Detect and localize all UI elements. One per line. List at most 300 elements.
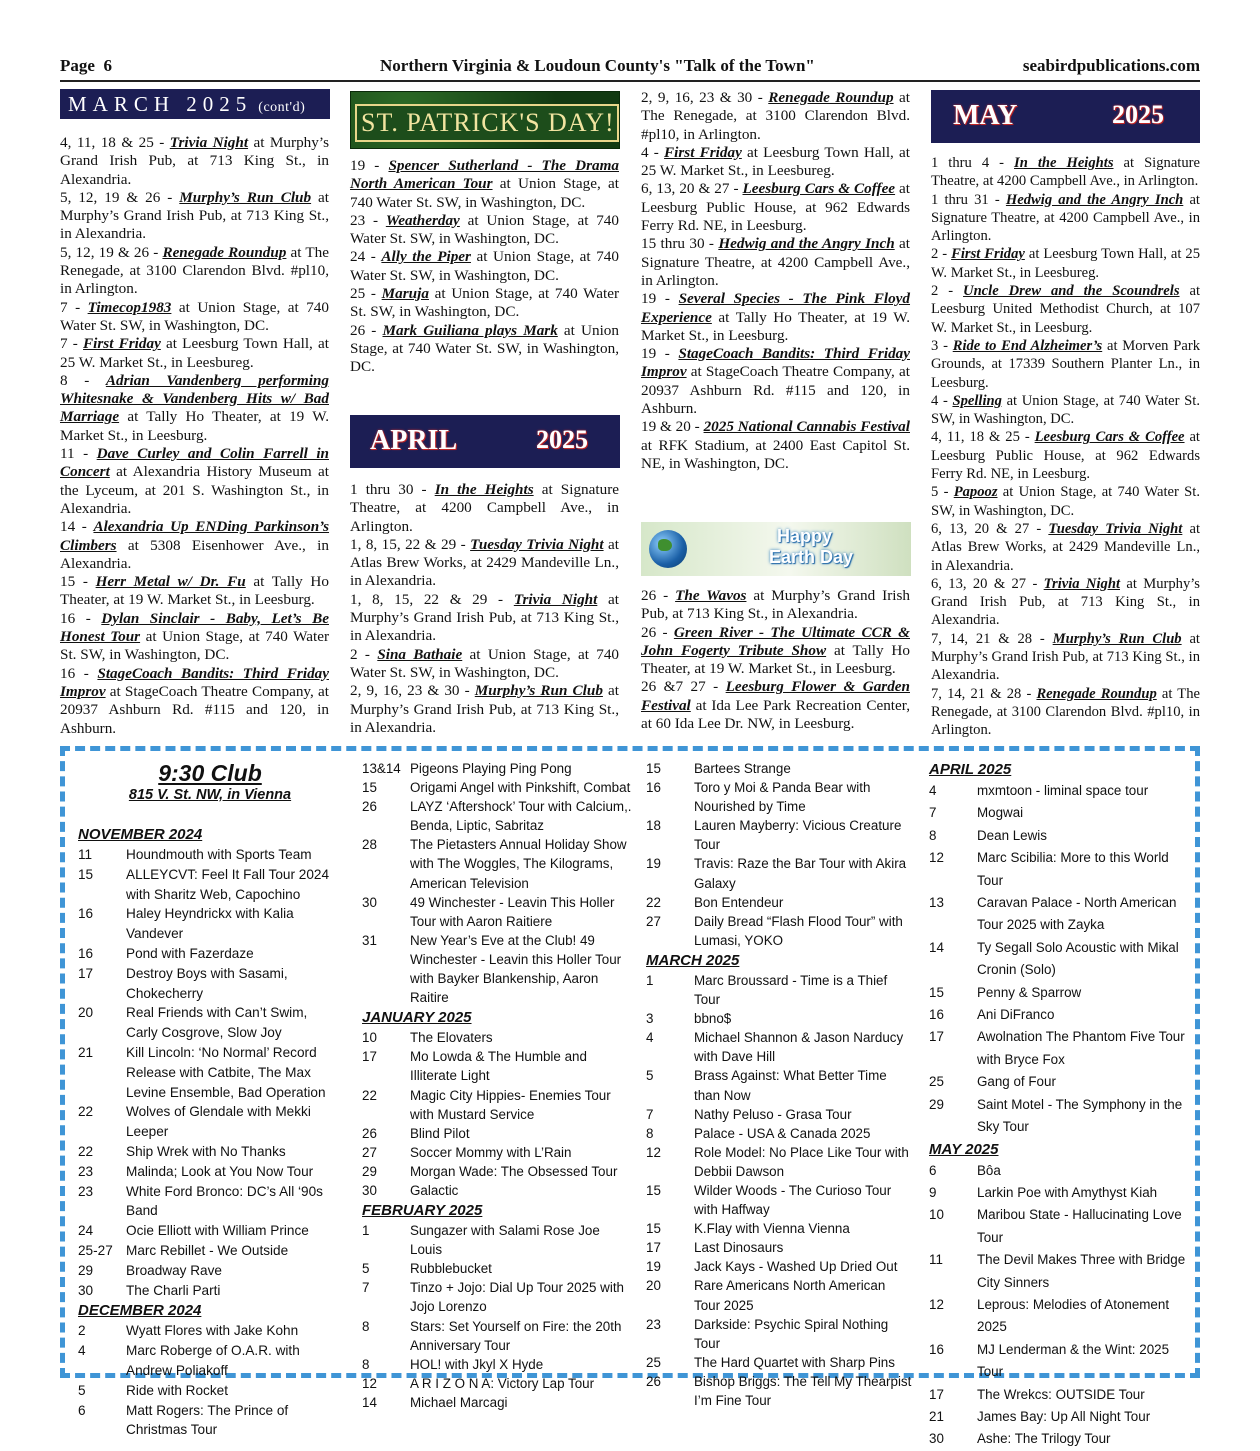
show-name: Marc Broussard - Time is a Thief Tour bbox=[694, 972, 888, 1008]
show-date: 16 bbox=[929, 1007, 944, 1023]
show-row bbox=[78, 1381, 342, 1401]
event-listing bbox=[60, 244, 329, 299]
show-name: MJ Lenderman & the Wint: 2025 Tour bbox=[977, 1341, 1170, 1380]
event-venue: at Signature Theatre, at 4200 Campbell Ave., in Arlington. bbox=[641, 235, 911, 289]
show-date: 14 bbox=[929, 939, 944, 955]
show-date: 21 bbox=[78, 1044, 94, 1060]
show-name: Origami Angel with Pinkshift, Combat bbox=[410, 780, 631, 796]
show-date: 24 bbox=[78, 1223, 94, 1239]
event-venue: at StageCoach Theatre Company, at 20937 Ashburn Rd. #115 and 120, in Ashburn. bbox=[641, 363, 910, 418]
show-name: Bartees Strange bbox=[694, 761, 791, 776]
event-listing bbox=[60, 134, 329, 189]
show-date: 15 bbox=[646, 1182, 661, 1198]
show-name: Pigeons Playing Ping Pong bbox=[410, 761, 572, 776]
show-name: 49 Winchester - Leavin This Holler Tour with Aaron Raitiere bbox=[410, 894, 615, 929]
show-date: 29 bbox=[362, 1163, 377, 1179]
club-column-2 bbox=[362, 759, 632, 1412]
event-venue: at Union Stage, at 740 Water St. SW, in Washington, DC. bbox=[60, 628, 329, 664]
event-date: 2 - bbox=[931, 246, 952, 263]
event-name-link[interactable]: Weatherday bbox=[385, 211, 460, 229]
show-row bbox=[646, 1315, 914, 1353]
event-date: 19 & 20 - bbox=[641, 418, 704, 436]
month-heading: NOVEMBER 2024 bbox=[78, 826, 203, 843]
event-date: 7 - bbox=[60, 298, 88, 316]
event-name-link[interactable]: Spencer Sutherland - The Drama North American Tour bbox=[350, 157, 619, 193]
event-listing bbox=[641, 180, 910, 235]
show-date: 30 bbox=[362, 1182, 377, 1198]
event-name-link[interactable]: The Wavos bbox=[675, 587, 747, 604]
show-date: 6 bbox=[929, 1162, 937, 1178]
show-row bbox=[929, 847, 1197, 892]
event-name-link[interactable]: Murphy’s Run Club bbox=[179, 188, 312, 206]
show-date: 23 bbox=[646, 1316, 661, 1332]
club-column-4 bbox=[929, 759, 1197, 1451]
show-row bbox=[362, 1086, 632, 1124]
event-listing bbox=[60, 299, 329, 336]
event-venue: at Signature Theatre, at 4200 Campbell Ave., in Arlington. bbox=[931, 191, 1200, 245]
show-date: 22 bbox=[362, 1087, 377, 1103]
column-march bbox=[60, 134, 329, 738]
event-listing bbox=[350, 481, 619, 536]
show-name: HOL! with Jkyl X Hyde bbox=[410, 1356, 544, 1372]
event-name-link[interactable]: Maruja bbox=[381, 285, 429, 303]
show-row bbox=[78, 1321, 342, 1341]
show-name: mxmtoon - liminal space tour bbox=[977, 783, 1149, 798]
show-row bbox=[362, 1221, 632, 1259]
show-name: Bôa bbox=[977, 1162, 1001, 1178]
event-venue: at Tally Ho Theater, at 19 W. Market St., in Leesburg. bbox=[60, 573, 329, 609]
event-name-link[interactable]: Tuesday Trivia Night bbox=[470, 535, 604, 553]
show-date: 19 bbox=[646, 856, 661, 872]
event-listing bbox=[60, 665, 329, 738]
event-date: 1, 8, 15, 22 & 29 - bbox=[350, 590, 514, 608]
show-row bbox=[646, 816, 914, 854]
show-name: Brass Against: What Better Time than Now bbox=[694, 1068, 887, 1103]
show-date: 7 bbox=[929, 805, 937, 821]
show-name: The Devil Makes Three with Bridge City Sinners bbox=[977, 1252, 1186, 1290]
event-venue: at The Renegade, at 3100 Clarendon Blvd. #pl10, in Arlington. bbox=[931, 685, 1200, 739]
show-row bbox=[646, 1028, 914, 1066]
event-listing bbox=[60, 335, 329, 372]
show-row bbox=[929, 802, 1197, 824]
event-listing bbox=[931, 520, 1200, 575]
show-date: 27 bbox=[646, 913, 661, 929]
show-date: 30 bbox=[78, 1282, 94, 1298]
event-date: 7, 14, 21 & 28 - bbox=[931, 685, 1037, 702]
show-row bbox=[362, 797, 632, 835]
show-date: 16 bbox=[646, 780, 661, 796]
show-name: Ocie Elliott with William Prince bbox=[126, 1223, 309, 1239]
show-row bbox=[362, 1374, 632, 1393]
event-listing bbox=[641, 290, 910, 345]
event-venue: at Leesburg Public House, at 962 Edwards Ferry Rd. NE, in Leesburg. bbox=[641, 180, 911, 235]
show-name: Tinzo + Jojo: Dial Up Tour 2025 with Jojo Lorenzo bbox=[410, 1280, 624, 1315]
show-name: Haley Heyndrickx with Kalia Vandever bbox=[126, 906, 294, 942]
event-listing bbox=[350, 682, 619, 737]
show-row bbox=[78, 1043, 342, 1102]
show-name: Bon Entendeur bbox=[694, 894, 784, 910]
show-row bbox=[362, 1028, 632, 1047]
event-name-link[interactable]: 2025 National Cannabis Festival bbox=[703, 418, 910, 436]
show-name: Last Dinosaurs bbox=[694, 1240, 784, 1256]
show-date: 15 bbox=[929, 984, 944, 1000]
show-name: Leprous: Melodies of Atonement 2025 bbox=[977, 1296, 1170, 1335]
event-name-link[interactable]: Leesburg Cars & Coffee bbox=[1034, 429, 1185, 446]
show-name: Palace - USA & Canada 2025 bbox=[694, 1125, 871, 1141]
event-name-link[interactable]: Several Species - The Pink Floyd Experience bbox=[641, 290, 911, 326]
event-name-link[interactable]: Trivia Night bbox=[513, 590, 598, 608]
site-link[interactable]: seabirdpublications.com bbox=[1022, 56, 1200, 75]
event-name-link[interactable]: In the Heights bbox=[1014, 155, 1114, 171]
show-name: Gang of Four bbox=[977, 1074, 1056, 1090]
show-name: Wyatt Flores with Jake Kohn bbox=[126, 1323, 299, 1339]
event-date: 4 - bbox=[641, 143, 665, 161]
show-row bbox=[78, 904, 342, 944]
show-date: 21 bbox=[929, 1408, 944, 1424]
show-name: Bishop Briggs: The Tell My Thearpist I’m Fine Tour bbox=[694, 1373, 912, 1408]
show-name: bbno$ bbox=[694, 1011, 732, 1027]
show-name: Larkin Poe with Amythyst Kiah bbox=[977, 1184, 1158, 1200]
show-name: Destroy Boys with Sasami, Chokecherry bbox=[126, 965, 288, 1001]
event-venue: at Morven Park Grounds, at 17339 Southern Planter Ln., in Leesburg. bbox=[931, 337, 1200, 391]
show-row bbox=[78, 1241, 342, 1261]
event-name-link[interactable]: Alexandria Up ENDing Parkinson’s Climbers bbox=[60, 518, 330, 554]
event-name-link[interactable]: Dave Curley and Colin Farrell in Concert bbox=[60, 445, 329, 481]
show-date: 17 bbox=[929, 1386, 944, 1402]
show-name: LAYZ ‘Aftershock’ Tour with Calcium,. Benda, Liptic, Sabritaz bbox=[410, 799, 632, 834]
show-row bbox=[362, 759, 632, 778]
event-date: 14 - bbox=[60, 518, 94, 536]
event-date: 6, 13, 20 & 27 - bbox=[931, 520, 1049, 537]
show-row bbox=[78, 1182, 342, 1222]
event-date: 2, 9, 16, 23 & 30 - bbox=[350, 682, 475, 700]
show-name: Magic City Hippies- Enemies Tour with Mustard Service bbox=[410, 1087, 611, 1122]
show-date: 18 bbox=[646, 818, 661, 834]
header-rule bbox=[60, 80, 1200, 82]
show-row bbox=[646, 1009, 914, 1028]
show-row bbox=[78, 944, 342, 964]
show-name: Pond with Fazerdaze bbox=[126, 945, 254, 961]
event-venue: at Union Stage, at 740 Water St. SW, in Washington, DC. bbox=[350, 248, 619, 284]
show-row bbox=[78, 1102, 342, 1142]
event-listing bbox=[350, 591, 619, 646]
show-row bbox=[78, 845, 342, 865]
show-row bbox=[362, 1259, 632, 1278]
show-row bbox=[646, 1238, 914, 1257]
show-date: 12 bbox=[929, 850, 944, 866]
event-date: 15 - bbox=[60, 573, 96, 591]
may-banner: MAY 2025 bbox=[931, 90, 1200, 143]
show-date: 13&14 bbox=[362, 761, 401, 776]
show-row bbox=[646, 1181, 914, 1219]
event-listing bbox=[350, 212, 619, 249]
event-name-link[interactable]: Hedwig and the Angry Inch bbox=[718, 235, 895, 253]
event-name-link[interactable]: Tuesday Trivia Night bbox=[1048, 520, 1183, 537]
event-listing bbox=[350, 157, 619, 212]
show-name: The Wrekcs: OUTSIDE Tour bbox=[977, 1386, 1145, 1402]
event-listing bbox=[931, 483, 1200, 520]
month-heading: MAY 2025 bbox=[929, 1140, 999, 1158]
event-name-link[interactable]: Papooz bbox=[953, 484, 998, 501]
show-date: 6 bbox=[78, 1402, 86, 1418]
show-name: Michael Shannon & Jason Narducy with Dave Hill bbox=[694, 1030, 904, 1065]
show-date: 22 bbox=[646, 894, 661, 910]
show-row bbox=[78, 1142, 342, 1162]
show-date: 14 bbox=[362, 1394, 377, 1410]
event-listing bbox=[931, 154, 1200, 191]
event-name-link[interactable]: Murphy’s Run Club bbox=[1052, 630, 1182, 647]
show-date: 8 bbox=[362, 1356, 370, 1372]
show-row bbox=[929, 892, 1197, 937]
event-listing bbox=[350, 248, 619, 285]
show-row bbox=[646, 1276, 914, 1314]
event-name-link[interactable]: Dylan Sinclair - Baby, Let’s Be Honest Tour bbox=[60, 609, 329, 646]
event-venue: at Union Stage, at 740 Water St. SW, in Washington, DC. bbox=[350, 211, 619, 248]
event-listing bbox=[931, 392, 1200, 429]
event-date: 1, 8, 15, 22 & 29 - bbox=[350, 535, 471, 553]
event-date: 11 - bbox=[60, 445, 97, 463]
show-date: 7 bbox=[362, 1280, 370, 1296]
event-name-link[interactable]: Timecop1983 bbox=[87, 298, 172, 316]
event-date: 6, 13, 20 & 27 - bbox=[641, 180, 743, 198]
show-date: 22 bbox=[78, 1143, 94, 1159]
show-date: 4 bbox=[78, 1343, 86, 1359]
show-row bbox=[362, 1162, 632, 1181]
page-header bbox=[60, 56, 1200, 78]
event-venue: at Murphy’s Grand Irish Pub, at 713 King St., in Alexandria. bbox=[350, 682, 619, 736]
show-date: 27 bbox=[362, 1144, 377, 1160]
show-row bbox=[646, 1353, 914, 1372]
show-date: 15 bbox=[646, 761, 661, 776]
club-column-3 bbox=[646, 759, 914, 1410]
event-name-link[interactable]: First Friday bbox=[664, 143, 742, 161]
event-listing bbox=[931, 282, 1200, 337]
event-date: 16 - bbox=[60, 664, 98, 682]
show-row bbox=[646, 1219, 914, 1238]
show-row bbox=[646, 778, 914, 816]
event-name-link[interactable]: Ride to End Alzheimer’s bbox=[952, 337, 1103, 354]
april-banner: APRIL 2025 bbox=[350, 415, 620, 468]
show-name: Galactic bbox=[410, 1182, 459, 1198]
show-row bbox=[929, 982, 1197, 1004]
show-row bbox=[362, 931, 632, 1007]
event-name-link[interactable]: Ally the Piper bbox=[381, 248, 471, 266]
show-row bbox=[929, 1004, 1197, 1026]
show-row bbox=[78, 964, 342, 1004]
club-column-1 bbox=[78, 824, 342, 1440]
column-april-2 bbox=[641, 89, 910, 473]
event-venue: at Signature Theatre, at 4200 Campbell Ave., in Arlington. bbox=[931, 155, 1200, 190]
event-date: 23 - bbox=[350, 211, 386, 229]
show-date: 16 bbox=[78, 906, 94, 922]
show-name: Broadway Rave bbox=[126, 1262, 222, 1278]
show-date: 19 bbox=[646, 1259, 661, 1275]
column-may bbox=[931, 154, 1200, 740]
event-venue: at Union Stage, at 740 Water St. SW, in Washington, DC. bbox=[350, 645, 620, 681]
show-name: A R I Z O N A: Victory Lap Tour bbox=[410, 1375, 595, 1391]
show-date: 5 bbox=[78, 1382, 86, 1398]
event-venue: at The Renegade, at 3100 Clarendon Blvd. #pl10, in Arlington. bbox=[60, 243, 329, 298]
event-name-link[interactable]: Murphy’s Run Club bbox=[474, 682, 603, 700]
show-row bbox=[362, 1278, 632, 1316]
show-name: Wilder Woods - The Curioso Tour with Haffway bbox=[694, 1182, 892, 1218]
club-address: 815 V. St. NW, in Vienna bbox=[128, 787, 292, 803]
show-date: 11 bbox=[78, 847, 93, 862]
show-row bbox=[362, 1317, 632, 1355]
show-date: 28 bbox=[362, 837, 377, 853]
event-venue: at Leesburg Town Hall, at 25 W. Market St., in Leesbureg. bbox=[931, 246, 1200, 281]
event-date: 6, 13, 20 & 27 - bbox=[931, 575, 1044, 592]
march-banner: MARCH 2025 (cont'd) bbox=[60, 89, 330, 119]
show-name: Maribou State - Hallucinating Love Tour bbox=[977, 1207, 1182, 1245]
show-row bbox=[646, 1372, 914, 1410]
show-name: Darkside: Psychic Spiral Nothing Tour bbox=[694, 1316, 889, 1351]
show-date: 12 bbox=[929, 1296, 944, 1312]
show-name: The Pietasters Annual Holiday Show with The Woggles, The Kilograms, American Television bbox=[410, 837, 627, 891]
event-venue: at Murphy’s Grand Irish Pub, at 713 King St., in Alexandria. bbox=[60, 188, 329, 243]
show-row bbox=[646, 854, 914, 892]
show-date: 10 bbox=[929, 1207, 944, 1223]
show-name: Ty Segall Solo Acoustic with Mikal Cronin (Solo) bbox=[977, 939, 1179, 978]
event-date: 26 - bbox=[641, 587, 676, 604]
event-name-link[interactable]: Uncle Drew and the Scoundrels bbox=[963, 283, 1180, 300]
show-row bbox=[646, 893, 914, 912]
event-name-link[interactable]: Renegade Roundup bbox=[1036, 685, 1157, 702]
show-row bbox=[78, 1261, 342, 1281]
event-venue: at Union Stage, at 740 Water St. SW, in Washington, DC. bbox=[350, 175, 619, 211]
event-date: 2 - bbox=[931, 283, 964, 300]
show-date: 26 bbox=[362, 1125, 377, 1141]
event-name-link[interactable]: Leesburg Flower & Garden Festival bbox=[641, 678, 910, 714]
show-date: 1 bbox=[362, 1223, 370, 1239]
event-listing bbox=[641, 587, 910, 624]
event-listing bbox=[60, 573, 329, 610]
event-name-link[interactable]: Herr Metal w/ Dr. Fu bbox=[95, 573, 246, 591]
show-name: Travis: Raze the Bar Tour with Akira Galaxy bbox=[694, 856, 907, 891]
event-venue: at Murphy’s Grand Irish Pub, at 713 King St., in Alexandria. bbox=[641, 587, 910, 623]
show-date: 17 bbox=[78, 965, 94, 981]
show-name: Soccer Mommy with L’Rain bbox=[410, 1144, 572, 1160]
event-date: 5, 12, 19 & 26 - bbox=[60, 243, 163, 261]
event-venue: at Leesburg United Methodist Church, at 107 W. Market St., in Leesburg. bbox=[931, 283, 1200, 336]
event-name-link[interactable]: Trivia Night bbox=[1043, 575, 1120, 592]
event-name-link[interactable]: Hedwig and the Angry Inch bbox=[1005, 191, 1184, 208]
event-venue: at Leesburg Public House, at 962 Edwards Ferry Rd. NE, in Leesburg. bbox=[931, 429, 1200, 483]
show-date: 1 bbox=[646, 972, 654, 988]
show-date: 23 bbox=[78, 1183, 94, 1199]
show-name: James Bay: Up All Night Tour bbox=[977, 1408, 1151, 1424]
show-row bbox=[78, 1281, 342, 1301]
month-heading: JANUARY 2025 bbox=[362, 1009, 472, 1027]
earth-day-banner: Happy Earth Day bbox=[641, 522, 911, 576]
show-name: Jack Kays - Washed Up Dried Out bbox=[694, 1259, 898, 1275]
month-heading: APRIL 2025 bbox=[929, 761, 1012, 778]
show-row bbox=[362, 1181, 632, 1200]
event-venue: at StageCoach Theatre Company, at 20937 Ashburn Rd. #115 and 120, in Ashburn. bbox=[60, 682, 329, 737]
show-name: Rubblebucket bbox=[410, 1261, 492, 1277]
event-venue: at Tally Ho Theater, at 19 W. Market St., in Leesburg. bbox=[641, 641, 910, 678]
event-name-link[interactable]: StageCoach Bandits: Third Friday Improv bbox=[60, 664, 329, 700]
event-name-link[interactable]: Leesburg Cars & Coffee bbox=[742, 180, 896, 198]
event-name-link[interactable]: In the Heights bbox=[434, 481, 534, 498]
show-date: 31 bbox=[362, 932, 377, 948]
show-name: Wolves of Glendale with Mekki Leeper bbox=[126, 1104, 311, 1140]
event-name-link[interactable]: Mark Guiliana plays Mark bbox=[382, 321, 558, 339]
event-listing bbox=[931, 630, 1200, 685]
event-date: 19 - bbox=[641, 290, 679, 308]
event-name-link[interactable]: Spelling bbox=[952, 392, 1002, 409]
event-venue: at Ida Lee Park Recreation Center, at 60 Ida Lee Dr. NW, in Leesburg. bbox=[641, 696, 910, 733]
show-row bbox=[362, 1124, 632, 1143]
show-date: 16 bbox=[929, 1341, 944, 1357]
show-date: 9 bbox=[929, 1184, 937, 1200]
show-row bbox=[929, 780, 1197, 802]
event-venue: at Leesburg Town Hall, at 25 W. Market St., in Leesbureg. bbox=[641, 143, 910, 180]
show-date: 8 bbox=[646, 1125, 654, 1141]
event-name-link[interactable]: Renegade Roundup bbox=[162, 243, 287, 261]
show-row bbox=[646, 1143, 914, 1181]
event-name-link[interactable]: Green River - The Ultimate CCR & John Fogerty Tribute Show bbox=[641, 623, 910, 659]
show-date: 12 bbox=[646, 1144, 661, 1160]
page-number: Page 6 bbox=[60, 56, 112, 75]
event-date: 2, 9, 16, 23 & 30 - bbox=[641, 89, 769, 106]
st-patricks-banner: ST. PATRICK'S DAY! bbox=[350, 91, 620, 149]
event-name-link[interactable]: Sina Bathaie bbox=[377, 645, 463, 663]
event-name-link[interactable]: Adrian Vandenberg performing Whitesnake & Vandenberg Hits w/ Bad Marriage bbox=[60, 371, 329, 426]
event-venue: at Union Stage, at 740 Water St. SW, in Washington, DC. bbox=[350, 285, 620, 321]
show-date: 25 bbox=[929, 1074, 944, 1090]
event-date: 4 - bbox=[931, 392, 953, 409]
event-listing bbox=[641, 235, 910, 290]
show-date: 22 bbox=[78, 1104, 94, 1120]
show-date: 26 bbox=[362, 799, 377, 815]
show-date: 5 bbox=[362, 1261, 370, 1277]
event-date: 26 - bbox=[350, 321, 383, 339]
event-date: 19 - bbox=[641, 345, 679, 363]
event-name-link[interactable]: First Friday bbox=[951, 246, 1025, 263]
event-name-link[interactable]: StageCoach Bandits: Third Friday Improv bbox=[641, 345, 910, 381]
event-name-link[interactable]: Renegade Roundup bbox=[768, 89, 894, 106]
show-row bbox=[362, 893, 632, 931]
show-name: Houndmouth with Sports Team bbox=[126, 847, 312, 862]
show-date: 5 bbox=[646, 1068, 654, 1084]
month-heading: FEBRUARY 2025 bbox=[362, 1202, 483, 1220]
show-row bbox=[646, 759, 914, 778]
publication-title: Northern Virginia & Loudoun County's "Talk of the Town" bbox=[380, 56, 815, 75]
event-date: 15 thru 30 - bbox=[641, 235, 719, 253]
event-name-link[interactable]: Trivia Night bbox=[169, 134, 249, 151]
show-date: 23 bbox=[78, 1163, 94, 1179]
show-name: Lauren Mayberry: Vicious Creature Tour bbox=[694, 818, 902, 853]
show-name: Toro y Moi & Panda Bear with Nourished by Time bbox=[694, 780, 871, 815]
event-listing bbox=[350, 536, 619, 591]
show-row bbox=[929, 1071, 1197, 1093]
event-listing bbox=[931, 245, 1200, 282]
event-name-link[interactable]: First Friday bbox=[83, 335, 161, 353]
show-name: Kill Lincoln: ‘No Normal’ Record Release with Catbite, The Max Levine Ensemble, Bad Operation bbox=[126, 1044, 326, 1100]
event-date: 2 - bbox=[350, 645, 378, 663]
show-row bbox=[929, 1094, 1197, 1139]
show-date: 12 bbox=[362, 1375, 377, 1391]
show-name: Rare Americans North American Tour 2025 bbox=[694, 1278, 886, 1313]
event-date: 16 - bbox=[60, 609, 102, 627]
event-date: 19 - bbox=[350, 157, 389, 174]
event-listing bbox=[641, 345, 910, 418]
event-venue: at Murphy’s Grand Irish Pub, at 713 King St., in Alexandria. bbox=[931, 630, 1200, 684]
event-listing bbox=[931, 575, 1200, 630]
show-date: 29 bbox=[78, 1262, 94, 1278]
show-date: 16 bbox=[78, 945, 94, 961]
